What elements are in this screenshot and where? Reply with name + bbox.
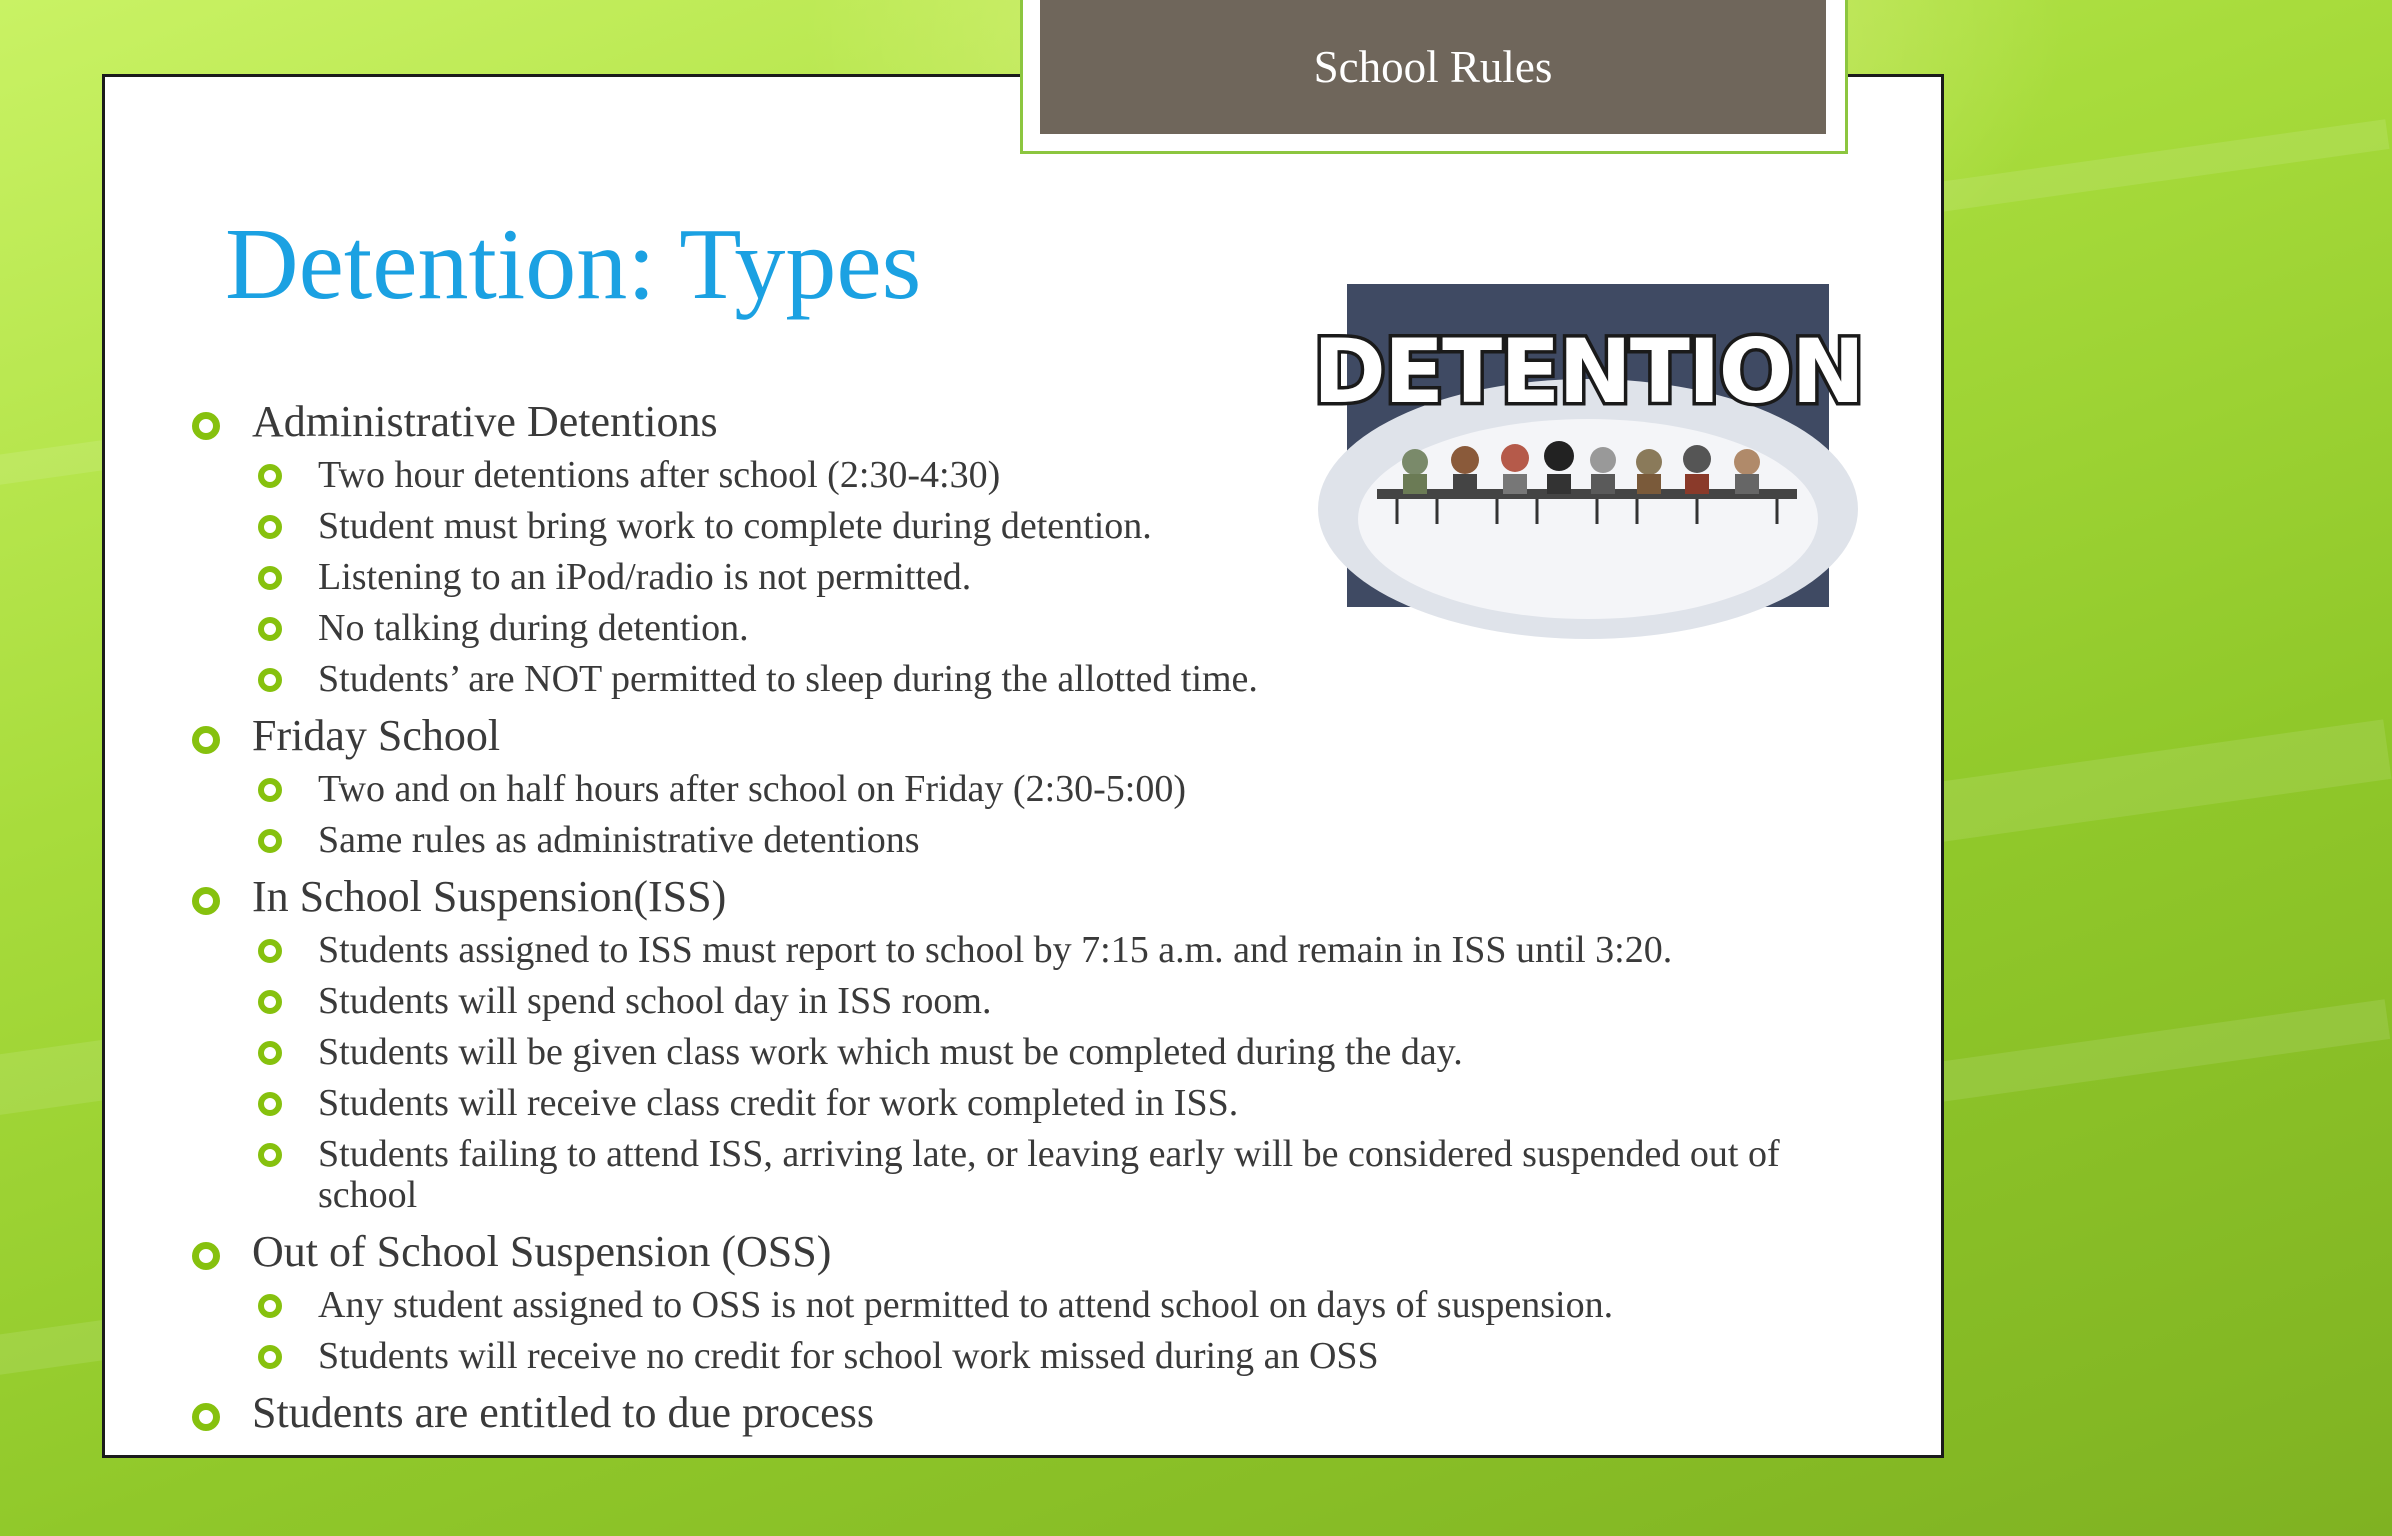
section-heading: Administrative Detentions bbox=[252, 397, 718, 446]
bullet-icon bbox=[258, 617, 282, 641]
bullet-icon bbox=[258, 566, 282, 590]
bullet-icon bbox=[258, 1041, 282, 1065]
page-title: Detention: Types bbox=[225, 208, 922, 321]
detention-cartoon-image bbox=[1312, 284, 1864, 607]
bullet-icon bbox=[258, 668, 282, 692]
section-heading: Friday School bbox=[252, 711, 501, 760]
list-item: Student must bring work to complete during detention. bbox=[318, 505, 1152, 547]
bullet-icon bbox=[258, 1092, 282, 1116]
bullet-icon bbox=[258, 939, 282, 963]
list-item: No talking during detention. bbox=[318, 607, 749, 649]
list-item-continuation: school bbox=[318, 1174, 418, 1216]
bullet-icon bbox=[258, 829, 282, 853]
bullet-icon bbox=[258, 515, 282, 539]
section-heading: Students are entitled to due process bbox=[252, 1388, 874, 1437]
list-item: Students will receive class credit for work completed in ISS. bbox=[318, 1082, 1239, 1124]
list-item: Students assigned to ISS must report to school by 7:15 a.m. and remain in ISS until 3:20. bbox=[318, 929, 1673, 971]
bullet-icon bbox=[258, 1294, 282, 1318]
list-item: Students failing to attend ISS, arriving late, or leaving early will be considered suspended out of bbox=[318, 1133, 1780, 1175]
list-item: Students will spend school day in ISS room. bbox=[318, 980, 992, 1022]
bullet-icon bbox=[192, 1242, 220, 1270]
bullet-icon bbox=[258, 1345, 282, 1369]
bullet-icon bbox=[192, 412, 220, 440]
bullet-icon bbox=[192, 887, 220, 915]
bullet-icon bbox=[258, 990, 282, 1014]
list-item: Students will receive no credit for school work missed during an OSS bbox=[318, 1335, 1379, 1377]
bullet-icon bbox=[258, 1143, 282, 1167]
bullet-icon bbox=[258, 464, 282, 488]
header-tab bbox=[1040, 0, 1826, 134]
list-item: Students will be given class work which must be completed during the day. bbox=[318, 1031, 1463, 1073]
bullet-icon bbox=[192, 726, 220, 754]
list-item: Same rules as administrative detentions bbox=[318, 819, 920, 861]
section-heading: In School Suspension(ISS) bbox=[252, 872, 727, 921]
bullet-icon bbox=[258, 778, 282, 802]
bullet-icon bbox=[192, 1403, 220, 1431]
section-heading: Out of School Suspension (OSS) bbox=[252, 1227, 832, 1276]
header-tab-label: School Rules bbox=[1313, 42, 1553, 92]
list-item: Students’ are NOT permitted to sleep during the allotted time. bbox=[318, 658, 1258, 700]
sign-word: DETENTION bbox=[1312, 320, 1864, 423]
list-item: Two and on half hours after school on Friday (2:30-5:00) bbox=[318, 768, 1186, 810]
list-item: Two hour detentions after school (2:30-4:30) bbox=[318, 454, 1001, 496]
list-item: Listening to an iPod/radio is not permitted. bbox=[318, 556, 972, 598]
list-item: Any student assigned to OSS is not permitted to attend school on days of suspension. bbox=[318, 1284, 1614, 1326]
sign-text bbox=[1313, 320, 1863, 423]
